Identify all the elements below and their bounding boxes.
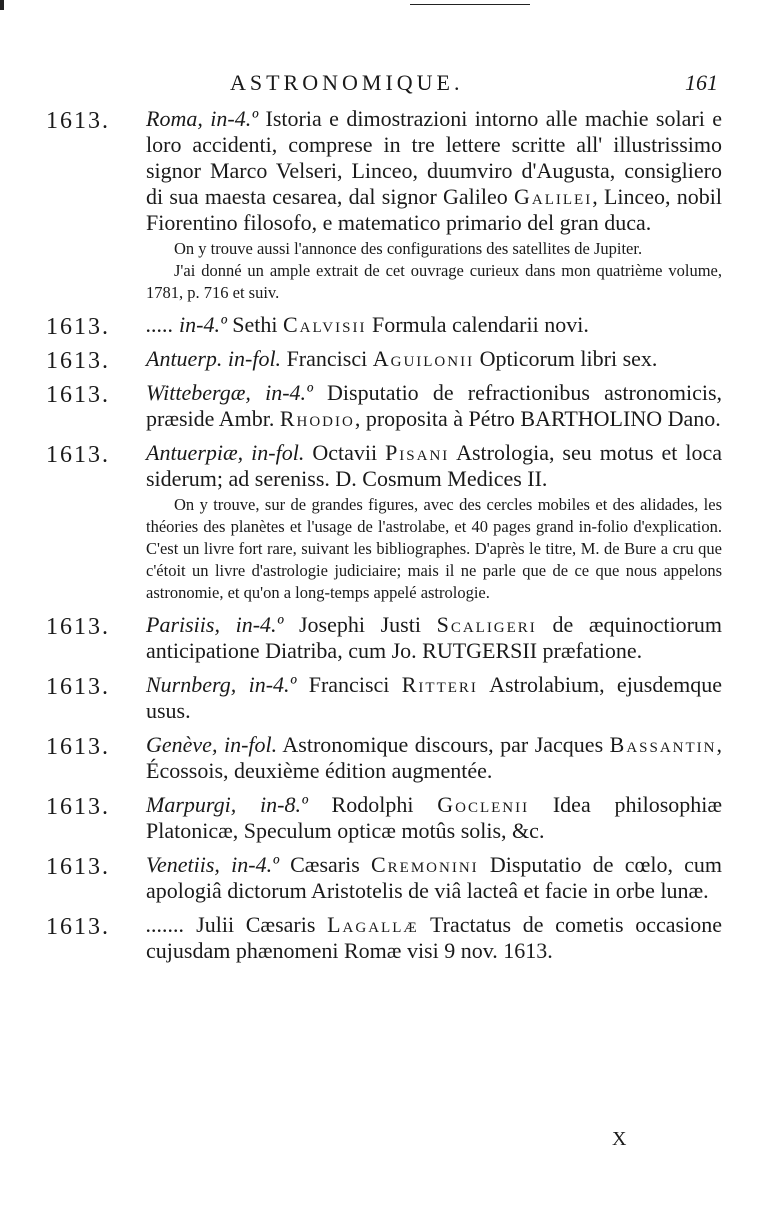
entry-place: Wittebergæ,: [146, 380, 251, 405]
entry-place: Antuerp.: [146, 346, 223, 371]
entry-author: Goclenii: [437, 792, 530, 817]
entry-year: 1613.: [46, 614, 110, 640]
entry-text: Rodolphi: [331, 792, 414, 817]
entry-text: Sethi: [232, 312, 278, 337]
entry-author: Pisani: [385, 440, 450, 465]
entry-place: Venetiis,: [146, 852, 220, 877]
note-paragraph: J'ai donné un ample extrait de cet ouvrage curieux dans mon quatrième volume, 1781, p. 716 et suiv.: [146, 261, 722, 302]
entry-note: [146, 238, 722, 304]
entry-body: [146, 106, 722, 236]
note-paragraph: On y trouve, sur de grandes figures, avec des cercles mobiles et des alidades, les théories des planètes et l'usage de l'astrolabe, et 40 pages grand in-folio d'explication. C'est un livre fort rare, suivant les bibliographes. D'après le titre, M. de Bure a cru que c'étoit un livre d'astrologie judiciaire; mais il ne parle que de ce que nous appelons astronomie, et qu'on a long-temps appelé astrologie.: [146, 495, 722, 602]
entry-note: [146, 494, 722, 604]
bibliography-entry: [46, 312, 722, 338]
entry-format: in-4.º: [179, 312, 227, 337]
running-header: [0, 70, 766, 100]
entry-text-after: , Écossois, deuxième édition augmentée.: [146, 732, 722, 783]
entry-body: [146, 612, 722, 664]
entry-text: Francisci: [286, 346, 368, 371]
top-rule: [410, 4, 530, 5]
entry-body: [146, 912, 722, 964]
entry-author: Cremonini: [371, 852, 479, 877]
entry-text-after: de æquinoctiorum anticipatione Diatriba, cum Jo. RUTGERSII præfatione.: [146, 612, 723, 663]
entry-text: Francisci: [308, 672, 390, 697]
entry-format: in-fol.: [223, 732, 278, 757]
entry-author: Calvisii: [283, 312, 367, 337]
entry-text-after: Formula calendarii novi.: [371, 312, 589, 337]
entry-year: 1613.: [46, 734, 110, 760]
entry-body: [146, 312, 722, 338]
entry-format: in-4.º: [231, 852, 279, 877]
entry-place: Marpurgi,: [146, 792, 237, 817]
page-corner-mark: [0, 0, 4, 10]
bibliography-entry: [46, 440, 722, 604]
entry-body: [146, 852, 722, 904]
bibliography-entry: [46, 672, 722, 724]
entry-year: 1613.: [46, 854, 110, 880]
entry-text-after: , Linceo, nobil Fiorentino filosofo, e matematico primario del gran duca.: [146, 184, 722, 235]
entry-place: Parisiis,: [146, 612, 220, 637]
entry-text-after: Disputatio de cœlo, cum apologiâ dictorum Aristotelis de viâ lacteâ et facie in orbe lunæ.: [146, 852, 723, 903]
entry-format: in-4.º: [265, 380, 313, 405]
bibliography-entry: [46, 612, 722, 664]
entry-author: Scaligeri: [436, 612, 537, 637]
entry-text: Cæsaris: [290, 852, 360, 877]
entry-format: in-8.º: [260, 792, 308, 817]
entry-format: in-4.º: [210, 106, 259, 131]
entry-year: 1613.: [46, 108, 110, 134]
entry-text-after: Astrologia, seu motus et loca siderum; ad sereniss. D. Cosmum Medices II.: [146, 440, 723, 491]
entry-body: [146, 732, 722, 784]
bibliography-entry: [46, 380, 722, 432]
entry-author: Ritteri: [401, 672, 478, 697]
header-title: ASTRONOMIQUE.: [230, 70, 464, 95]
entry-year: 1613.: [46, 442, 110, 468]
entry-text: Disputatio de refractionibus astronomicis, præside Ambr.: [146, 380, 723, 431]
bibliography-entry: [46, 912, 722, 964]
note-paragraph: On y trouve aussi l'annonce des configurations des satellites de Jupiter.: [174, 239, 643, 258]
entry-year: 1613.: [46, 674, 110, 700]
entry-text: Istoria e dimostrazioni intorno alle machie solari e loro accidenti, comprese in tre lettere scritte all' illustrissimo signor Marco Velseri, Linceo, duumviro d'Augusta, consigliero di sua maesta cesarea, dal signor Galileo: [146, 106, 723, 209]
entry-year: 1613.: [46, 314, 110, 340]
entry-format: in-4.º: [248, 672, 297, 697]
entry-text-after: Idea philosophiæ Platonicæ, Speculum opticæ motûs solis, &c.: [146, 792, 723, 843]
entry-place: .....: [146, 312, 174, 337]
entry-text-after: , proposita à Pétro BARTHOLINO Dano.: [354, 406, 721, 431]
page-number: 161: [685, 70, 718, 95]
bibliography-entry: [46, 732, 722, 784]
signature-mark: X: [612, 1128, 629, 1150]
entry-year: 1613.: [46, 348, 110, 374]
entry-body: [146, 380, 722, 432]
bibliography-list: [46, 106, 722, 972]
entry-text: Julii Cæsaris: [196, 912, 316, 937]
entry-place: Antuerpiæ,: [146, 440, 244, 465]
entry-body: [146, 440, 722, 492]
entry-place: Nurnberg,: [146, 672, 237, 697]
entry-year: 1613.: [46, 794, 110, 820]
bibliography-entry: [46, 346, 722, 372]
entry-format: in-4.º: [235, 612, 284, 637]
entry-place: .......: [146, 912, 185, 937]
entry-format: in-fol.: [227, 346, 282, 371]
entry-author: Galilei: [514, 184, 593, 209]
entry-place: Genève,: [146, 732, 218, 757]
entry-text: Josephi Justi: [298, 612, 421, 637]
entry-body: [146, 672, 722, 724]
entry-author: Rhodio: [279, 406, 355, 431]
entry-text-after: Astrolabium, ejusdemque usus.: [146, 672, 723, 723]
bibliography-entry: [46, 852, 722, 904]
entry-text-after: Tractatus de cometis occasione cujusdam phænomeni Romæ visi 9 nov. 1613.: [146, 912, 722, 963]
entry-text: Astronomique discours, par Jacques: [282, 732, 604, 757]
entry-place: Roma,: [146, 106, 203, 131]
entry-body: [146, 792, 722, 844]
entry-author: Lagallæ: [327, 912, 419, 937]
entry-body: [146, 346, 722, 372]
entry-text: Octavii: [312, 440, 378, 465]
bibliography-entry: [46, 792, 722, 844]
entry-author: Aguilonii: [372, 346, 475, 371]
entry-text-after: Opticorum libri sex.: [479, 346, 658, 371]
bibliography-entry: [46, 106, 722, 304]
entry-year: 1613.: [46, 382, 110, 408]
entry-format: in-fol.: [251, 440, 305, 465]
entry-year: 1613.: [46, 914, 110, 940]
entry-author: Bassantin: [609, 732, 717, 757]
